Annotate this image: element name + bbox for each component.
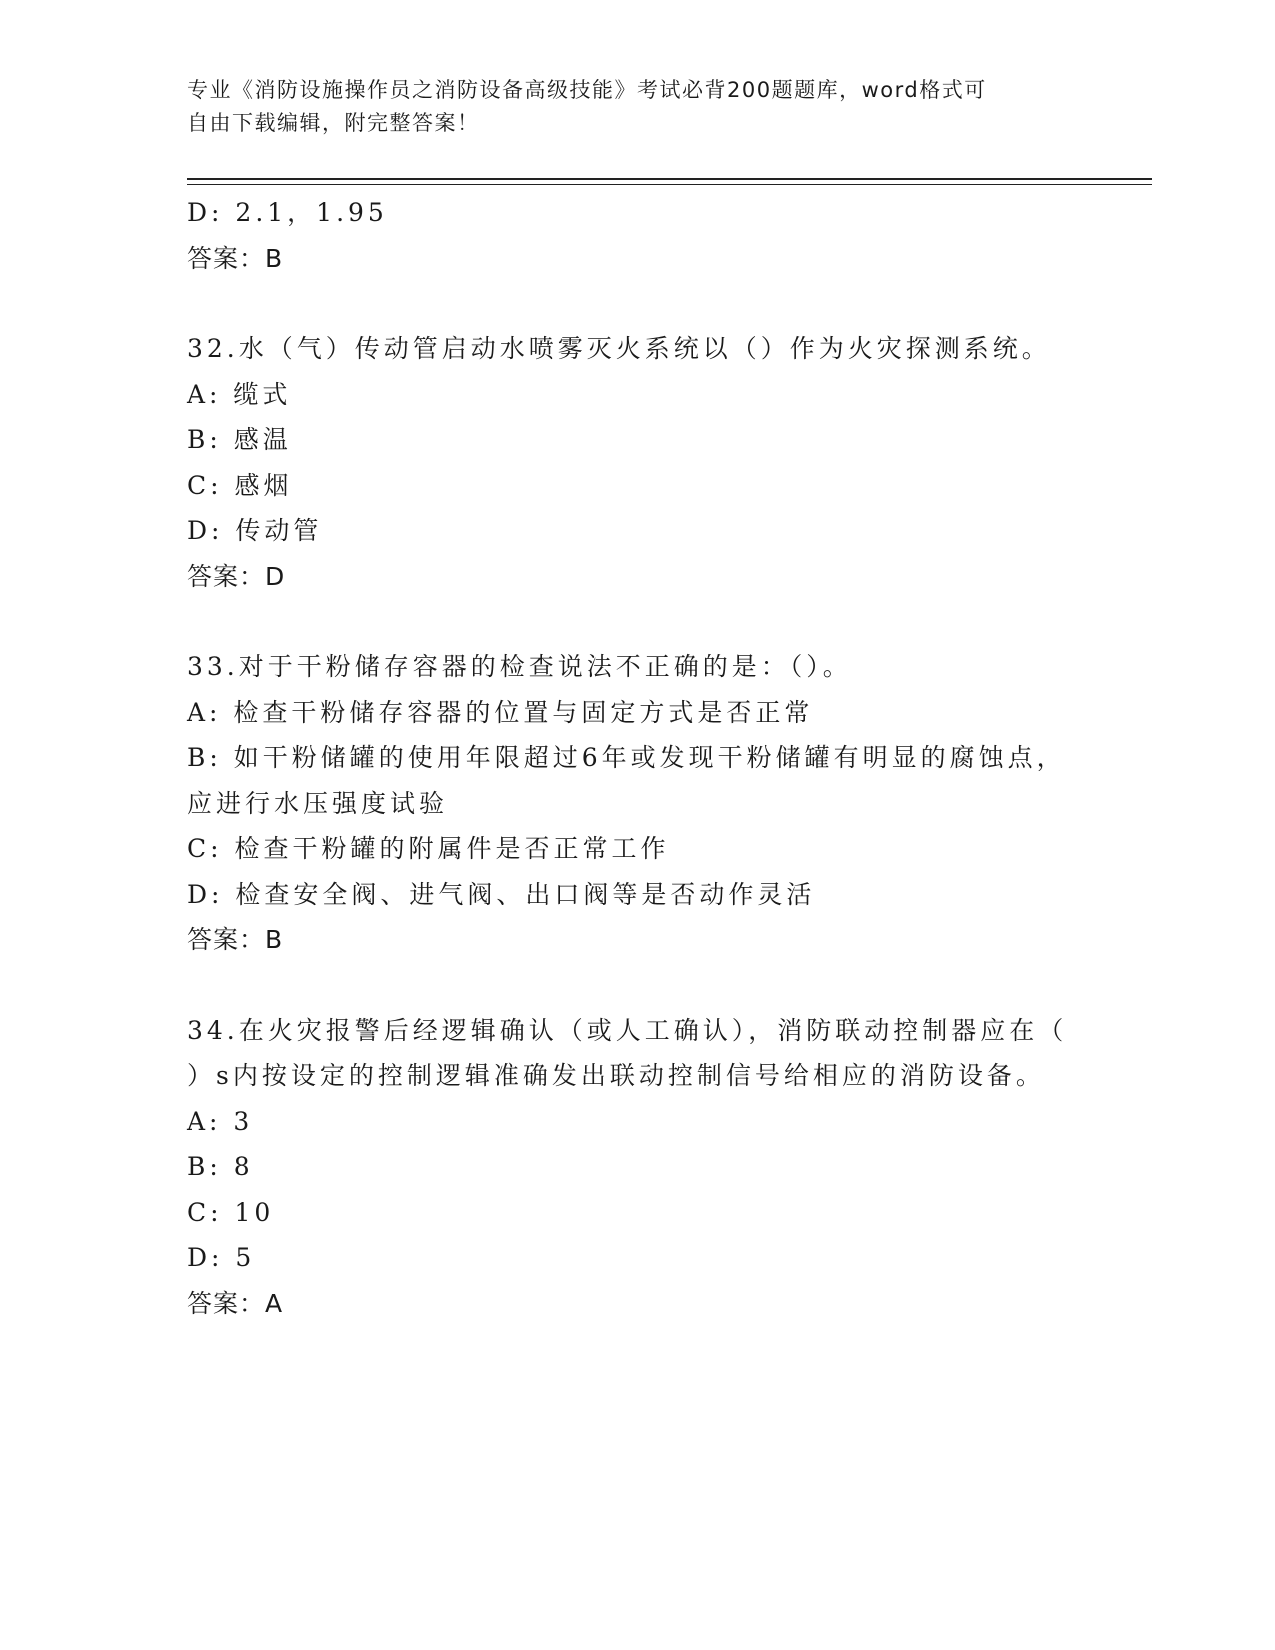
option-a: A: 3 [187, 1106, 254, 1136]
answer: 答案：A [187, 1288, 284, 1318]
question-34 [187, 1008, 1087, 1327]
header-line-2: 自由下载编辑，附完整答案！ [187, 111, 480, 135]
prev-option-d: D: 2.1，1.95 [187, 198, 388, 227]
option-d: D: 5 [187, 1243, 256, 1272]
option-b-continued: 应进行水压强度试验 [187, 788, 449, 818]
header-line-1: 专业《消防设施操作员之消防设备高级技能》考试必背200题题库，word格式可 [187, 78, 987, 102]
spacer [187, 281, 1087, 326]
question-stem: 32.水（气）传动管启动水喷雾灭火系统以（）作为火灾探测系统。 [187, 334, 1051, 363]
option-a: A: 缆式 [187, 379, 292, 409]
spacer [187, 599, 1087, 644]
option-a: A: 检查干粉储存容器的位置与固定方式是否正常 [187, 697, 814, 727]
option-b: B: 感温 [187, 425, 292, 454]
option-c: C: 检查干粉罐的附属件是否正常工作 [187, 834, 670, 863]
prev-answer: 答案：B [187, 243, 284, 273]
question-stem-line-1: 34.在火灾报警后经逻辑确认（或人工确认），消防联动控制器应在（ [187, 1015, 1068, 1045]
answer: 答案：D [187, 561, 286, 591]
page-header [187, 74, 1067, 140]
question-stem-line-2: ）s内按设定的控制逻辑准确发出联动控制信号给相应的消防设备。 [187, 1061, 1045, 1090]
header-rule-thin [187, 184, 1152, 185]
question-33 [187, 644, 1087, 963]
question-content [187, 190, 1087, 1326]
question-32 [187, 326, 1087, 599]
answer: 答案：B [187, 925, 284, 954]
option-b: B: 如干粉储罐的使用年限超过6年或发现干粉储罐有明显的腐蚀点， [187, 743, 1066, 772]
option-d: D: 传动管 [187, 516, 323, 545]
option-c: C: 10 [187, 1197, 275, 1227]
question-stem: 33.对于干粉储存容器的检查说法不正确的是：（）。 [187, 652, 852, 681]
header-rule-thick [187, 178, 1152, 180]
option-d: D: 检查安全阀、进气阀、出口阀等是否动作灵活 [187, 879, 816, 909]
spacer [187, 963, 1087, 1008]
option-b: B: 8 [187, 1152, 254, 1181]
option-c: C: 感烟 [187, 470, 293, 500]
